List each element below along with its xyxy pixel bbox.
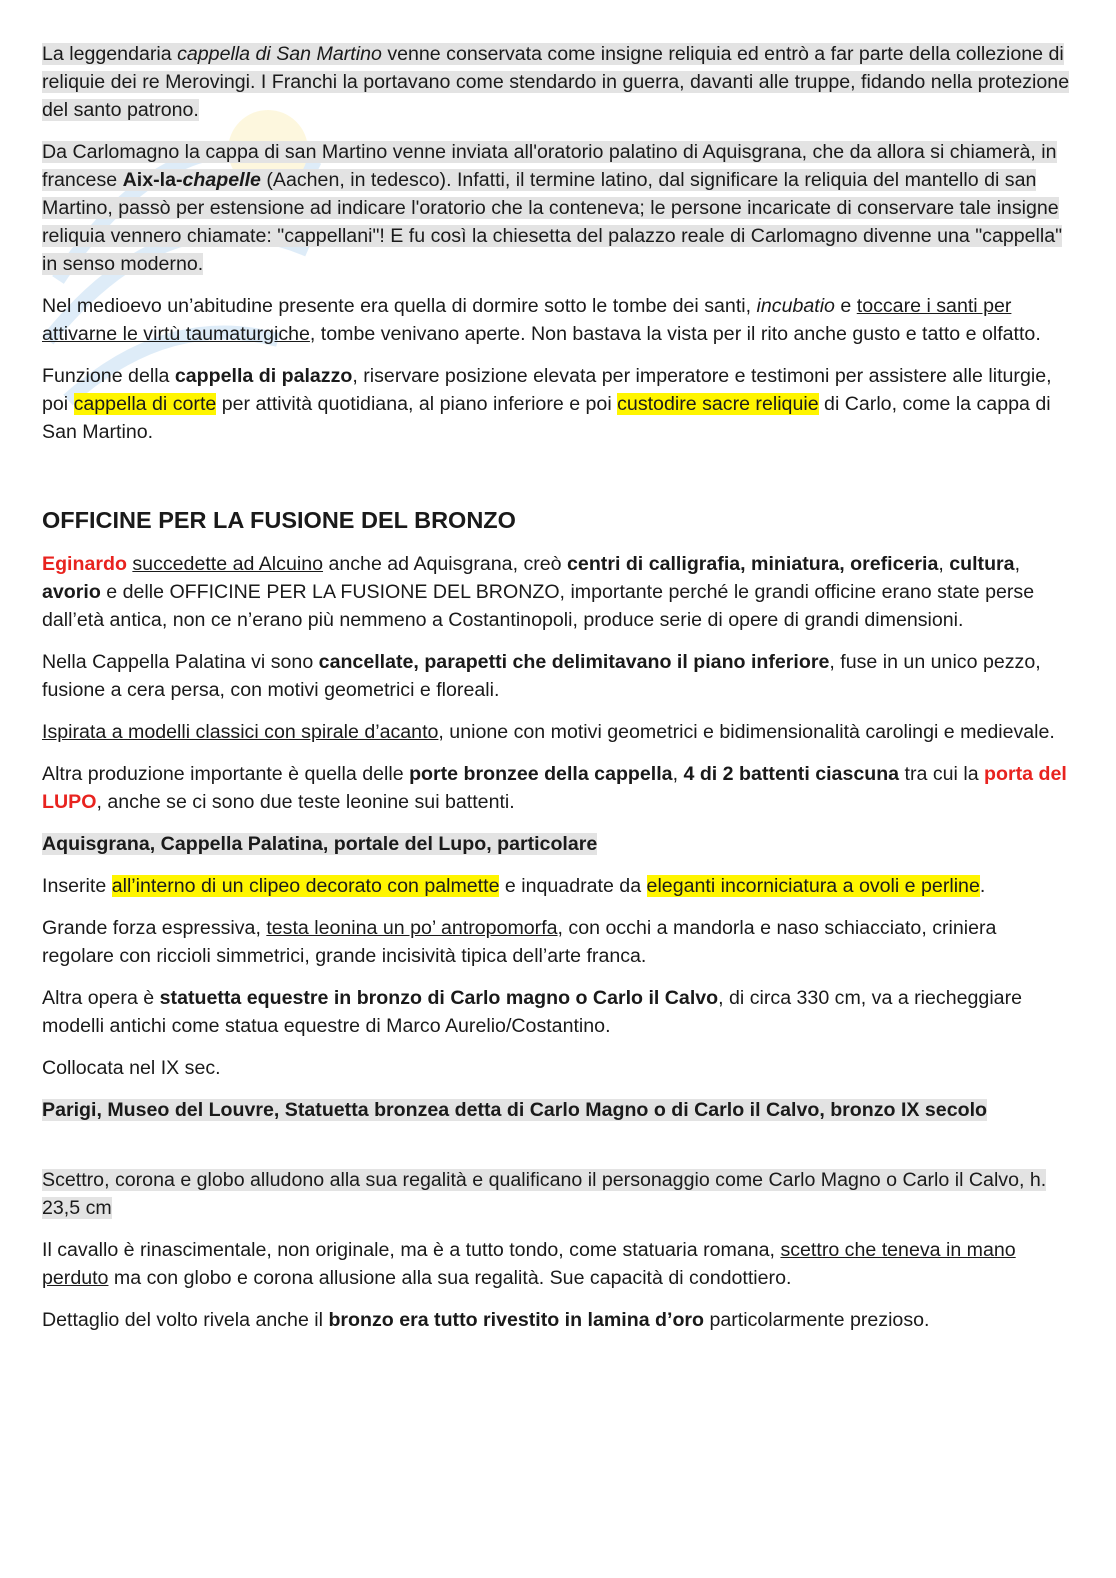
spacer — [42, 1138, 1072, 1166]
paragraph-eginardo: Eginardo succedette ad Alcuino anche ad Aquisgrana, creò centri di calligrafia, miniatura, oreficeria, cultura, avorio e delle OFFICINE PER LA FUSIONE DEL BRONZO, importante perché le grandi officine erano state perse dall’età antica, non ce n’erano più nemmeno a Costantinopoli, produce serie di opere di grandi dimensioni. — [42, 553, 1035, 631]
paragraph-san-martino: La leggendaria cappella di San Martino venne conservata come insigne reliquia ed entrò a far parte della collezione di reliquie dei re Merovingi. I Franchi la portavano come stendardo in guerra, davanti alle truppe, fidando nella protezione del santo patrono. — [42, 43, 1070, 121]
paragraph-porte-bronzee: Altra produzione importante è quella delle porte bronzee della cappella, 4 di 2 battenti ciascuna tra cui la porta del LUPO, anche se ci sono due teste leonine sui battenti. — [42, 763, 1067, 813]
paragraph-volto: Dettaglio del volto rivela anche il bronzo era tutto rivestito in lamina d’oro particolarmente prezioso. — [42, 1309, 930, 1331]
paragraph-aix-la-chapelle: Da Carlomagno la cappa di san Martino venne inviata all'oratorio palatino di Aquisgrana, che da allora si chiamerà, in francese Aix-la-chapelle (Aachen, in tedesco). Infatti, il termine latino, dal significare la reliquia del mantello di san Martino, passò per estensione ad indicare l'oratorio che la conteneva; le persone incaricate di conservare tale insigne reliquia vennero chiamate: "cappellani"! E fu così la chiesetta del palazzo reale di Carlomagno divenne una "cappella" in senso moderno. — [42, 141, 1063, 275]
paragraph-incubatio: Nel medioevo un’abitudine presente era quella di dormire sotto le tombe dei santi, incubatio e toccare i santi per attivarne le virtù taumaturgiche, tombe venivano aperte. Non bastava la vista per il rito anche gusto e tatto e olfatto. — [42, 295, 1041, 345]
paragraph-statuetta: Altra opera è statuetta equestre in bronzo di Carlo magno o Carlo il Calvo, di circa 330 cm, va a riecheggiare modelli antichi come statua equestre di Marco Aurelio/Costantino. — [42, 987, 1022, 1037]
paragraph-cappella-palazzo: Funzione della cappella di palazzo, riservare posizione elevata per imperatore e testimoni per assistere alle liturgie, poi cappella di corte per attività quotidiana, al piano inferiore e poi custodire sacre reliquie di Carlo, come la cappa di San Martino. — [42, 365, 1052, 443]
paragraph-clipeo: Inserite all’interno di un clipeo decorato con palmette e inquadrate da eleganti incorniciatura a ovoli e perline. — [42, 875, 986, 897]
paragraph-cavallo: Il cavallo è rinascimentale, non originale, ma è a tutto tondo, come statuaria romana, scettro che teneva in mano perduto ma con globo e corona allusione alla sua regalità. Sue capacità di condottiero. — [42, 1239, 1016, 1289]
paragraph-testa-leonina: Grande forza espressiva, testa leonina un po’ antropomorfa, con occhi a mandorla e naso schiacciato, criniera regolare con riccioli simmetrici, grande incisività tipica dell’arte franca. — [42, 917, 997, 967]
document-page — [42, 40, 1072, 1348]
paragraph-scettro: Scettro, corona e globo alludono alla sua regalità e qualificano il personaggio come Carlo Magno o Carlo il Calvo, h. 23,5 cm — [42, 1169, 1047, 1219]
caption-portale-lupo: Aquisgrana, Cappella Palatina, portale del Lupo, particolare — [42, 833, 598, 855]
paragraph-cancellate: Nella Cappella Palatina vi sono cancellate, parapetti che delimitavano il piano inferiore, fuse in un unico pezzo, fusione a cera persa, con motivi geometrici e floreali. — [42, 651, 1041, 701]
section-heading: OFFICINE PER LA FUSIONE DEL BRONZO — [42, 507, 516, 533]
paragraph-acanto: Ispirata a modelli classici con spirale d’acanto, unione con motivi geometrici e bidimensionalità carolingi e medievale. — [42, 721, 1055, 743]
caption-louvre: Parigi, Museo del Louvre, Statuetta bronzea detta di Carlo Magno o di Carlo il Calvo, bronzo IX secolo — [42, 1099, 987, 1121]
paragraph-collocata: Collocata nel IX sec. — [42, 1057, 221, 1079]
